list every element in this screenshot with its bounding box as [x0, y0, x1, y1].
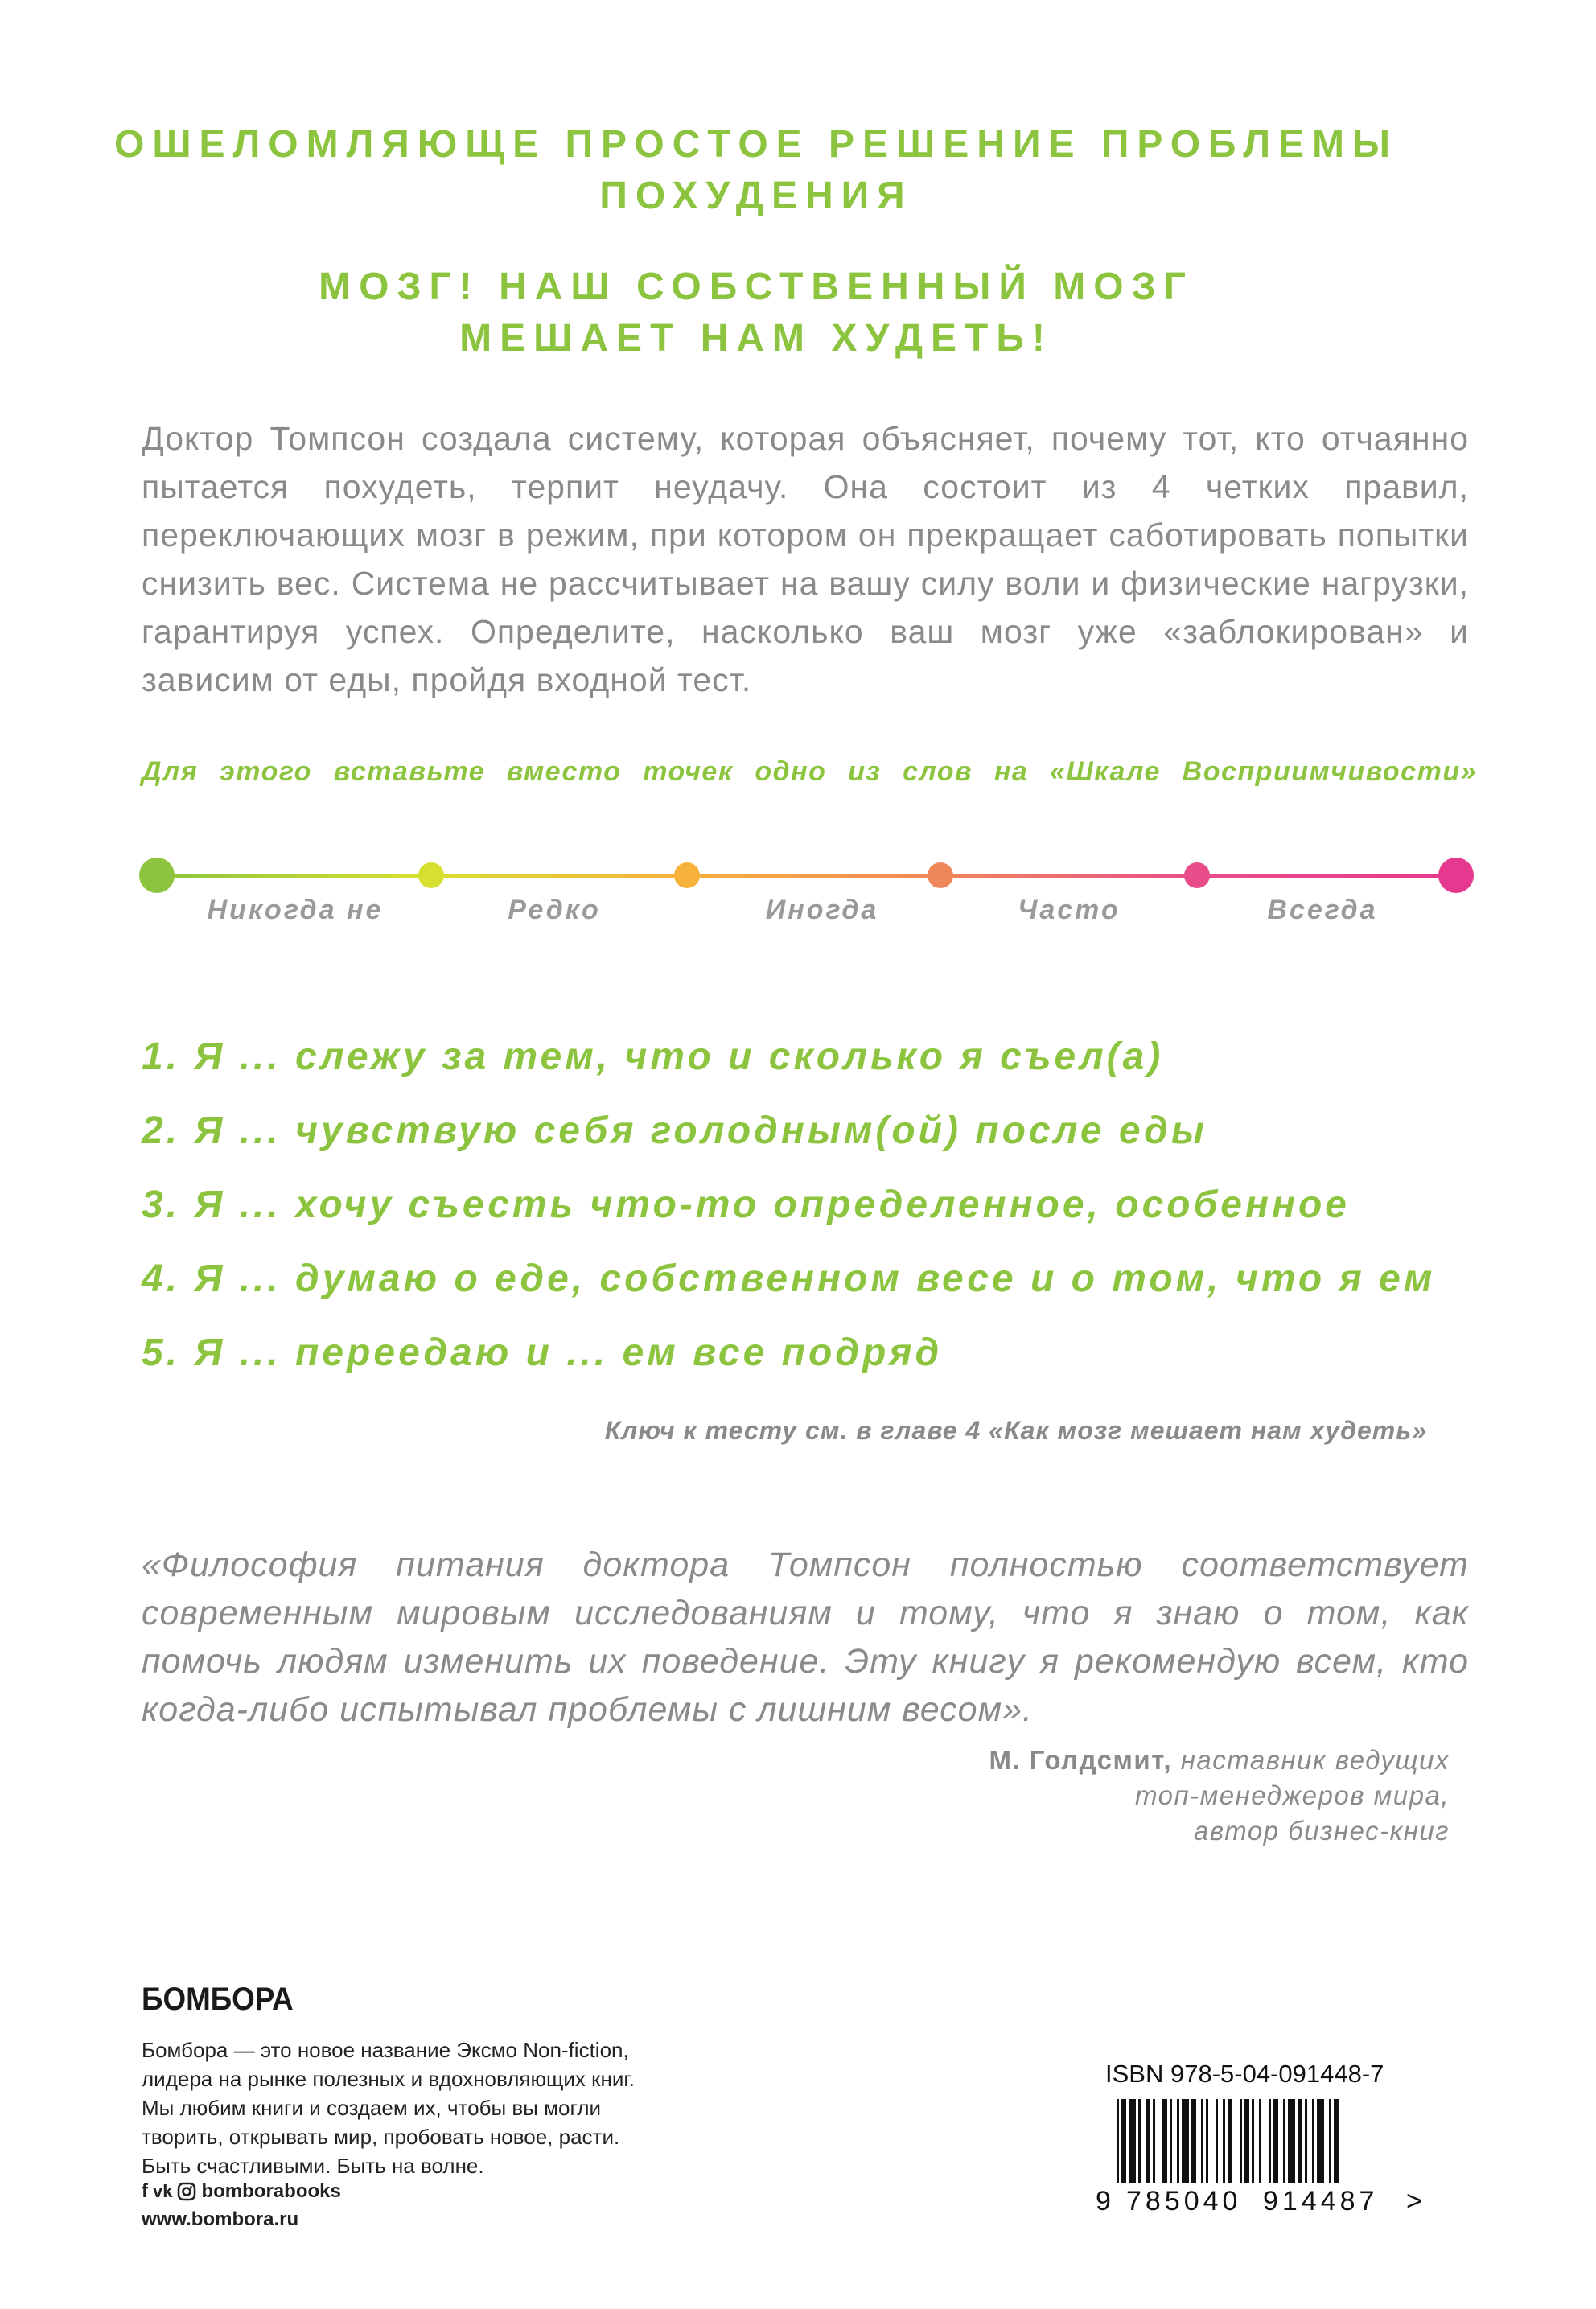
headline-primary-line1: ОШЕЛОМЛЯЮЩЕ ПРОСТОЕ РЕШЕНИЕ ПРОБЛЕМЫ [113, 123, 1399, 166]
publisher-description [142, 2035, 753, 2180]
scale-line [157, 874, 1460, 878]
facebook-icon[interactable]: f [142, 2180, 148, 2202]
barcode-bar [1138, 2099, 1141, 2183]
scale-label-sometimes: Иногда [765, 895, 879, 925]
scale-dot-2 [674, 862, 700, 888]
barcode-bar [1252, 2099, 1254, 2183]
barcode-bar [1317, 2099, 1324, 2183]
headline-secondary-line2: МЕШАЕТ НАМ ХУДЕТЬ! [459, 317, 1053, 360]
headline-secondary [0, 261, 1512, 364]
attribution-line1 [886, 1743, 1450, 1778]
headline-primary-line2: ПОХУДЕНИЯ [599, 175, 913, 217]
scale-dot-3 [928, 862, 953, 888]
barcode-bar [1244, 2099, 1249, 2183]
attribution-role3: автор бизнес-книг [1194, 1816, 1450, 1846]
publisher-line: лидера на рынке полезных и вдохновляющих книг. [142, 2067, 635, 2091]
description-paragraph: Доктор Томпсон создала систему, которая объясняет, почему тот, кто отчаянно пытается похудеть, терпит неудачу. Она состоит из 4 четких правил, переключающих мозг в режим, при котором он прекращает саботировать попытки снизить вес. Система не рассчитывает на вашу силу воли и физические нагрузки, гарантируя успех. Определите, насколько ваш мозг уже «заблокирован» и зависим от еды, пройдя входной тест. [142, 420, 1469, 698]
barcode-bar [1273, 2099, 1278, 2183]
scale-instruction: Для этого вставьте вместо точек одно из слов на «Шкале Восприимчивости» [142, 756, 1477, 787]
barcode-bar [1117, 2099, 1119, 2183]
test-key-note: Ключ к тесту см. в главе 4 «Как мозг мешает нам худеть» [604, 1416, 1427, 1445]
barcode-bar [1288, 2099, 1295, 2183]
question-5: 5. Я ... переедаю и ... ем все подряд [142, 1331, 943, 1374]
instagram-icon[interactable] [177, 2182, 196, 2201]
publisher-line: Быть счастливыми. Быть на волне. [142, 2154, 484, 2178]
barcode-digits-group2: 914487 [1263, 2186, 1379, 2216]
headline-secondary-line1: МОЗГ! НАШ СОБСТВЕННЫЙ МОЗГ [319, 265, 1194, 308]
barcode-bar [1177, 2099, 1179, 2183]
social-handle[interactable]: bomborabooks [201, 2180, 341, 2202]
vk-icon[interactable]: vk [153, 2181, 173, 2201]
barcode-bar [1269, 2099, 1271, 2183]
barcode-bar [1216, 2099, 1218, 2183]
attribution-role2: топ-менеджеров мира, [1135, 1780, 1450, 1810]
publisher-website[interactable]: www.bombora.ru [142, 2208, 299, 2230]
barcode-bar [1153, 2099, 1155, 2183]
barcode-bar [1162, 2099, 1167, 2183]
question-4: 4. Я ... думаю о еде, собственном весе и о том, что я ем [142, 1257, 1436, 1300]
barcode-digit-first: 9 [1096, 2186, 1111, 2216]
scale-label-often: Часто [1018, 895, 1121, 925]
barcode-bar [1201, 2099, 1203, 2183]
scale-dot-start [139, 858, 175, 893]
barcode-bar [1191, 2099, 1196, 2183]
receptivity-scale [137, 853, 1480, 901]
barcode-bar [1312, 2099, 1314, 2183]
barcode-bar [1334, 2099, 1339, 2183]
scale-label-rarely: Редко [508, 895, 601, 925]
question-3: 3. Я ... хочу съесть что-то определенное, особенное [142, 1183, 1350, 1226]
attribution-name: М. Голдсмит, [989, 1745, 1173, 1775]
scale-dot-end [1438, 858, 1474, 893]
barcode-bar [1206, 2099, 1208, 2183]
publisher-line: творить, открывать мир, пробовать новое, расти. [142, 2125, 620, 2149]
question-1: 1. Я ... слежу за тем, что и сколько я съел(а) [142, 1035, 1164, 1078]
quote-attribution [886, 1743, 1450, 1849]
barcode-bar [1329, 2099, 1331, 2183]
barcode-bar [1223, 2099, 1225, 2183]
scale-label-always: Всегда [1267, 895, 1378, 925]
barcode-bar [1259, 2099, 1261, 2183]
publisher-line: Мы любим книги и создаем их, чтобы вы могли [142, 2096, 602, 2120]
publisher-line: Бомбора — это новое название Эксмо Non-fiction, [142, 2038, 629, 2062]
publisher-logo: БОМБОРА [142, 1982, 294, 2017]
barcode-bar [1146, 2099, 1150, 2183]
social-links [142, 2180, 341, 2203]
barcode-bar [1121, 2099, 1126, 2183]
barcode-bar [1182, 2099, 1189, 2183]
barcode-bar [1240, 2099, 1242, 2183]
barcode-bar [1305, 2099, 1307, 2183]
barcode-bar [1228, 2099, 1232, 2183]
barcode-bar [1298, 2099, 1302, 2183]
scale-label-never: Никогда не [207, 895, 384, 925]
barcode [1084, 2096, 1438, 2216]
question-2: 2. Я ... чувствую себя голодным(ой) после еды [142, 1109, 1207, 1152]
testimonial-quote: «Философия питания доктора Томпсон полностью соответствует современным мировым исследованиям и тому, что я знаю о том, как помочь людям изменить их поведение. Эту книгу я рекомендую всем, кто когда-либо испытывал проблемы с лишним весом». [142, 1546, 1469, 1729]
barcode-digits-group1: 785040 [1126, 2186, 1242, 2216]
scale-dot-4 [1184, 862, 1210, 888]
barcode-bar [1129, 2099, 1136, 2183]
barcode-bar [1170, 2099, 1172, 2183]
barcode-bar [1283, 2099, 1285, 2183]
headline-primary [0, 119, 1512, 222]
barcode-end-mark: > [1406, 2186, 1422, 2216]
barcode-bars [1117, 2099, 1339, 2183]
scale-dot-1 [418, 862, 444, 888]
attribution-role1: наставник ведущих [1180, 1745, 1450, 1775]
isbn-label: ISBN 978-5-04-091448-7 [1105, 2060, 1384, 2088]
